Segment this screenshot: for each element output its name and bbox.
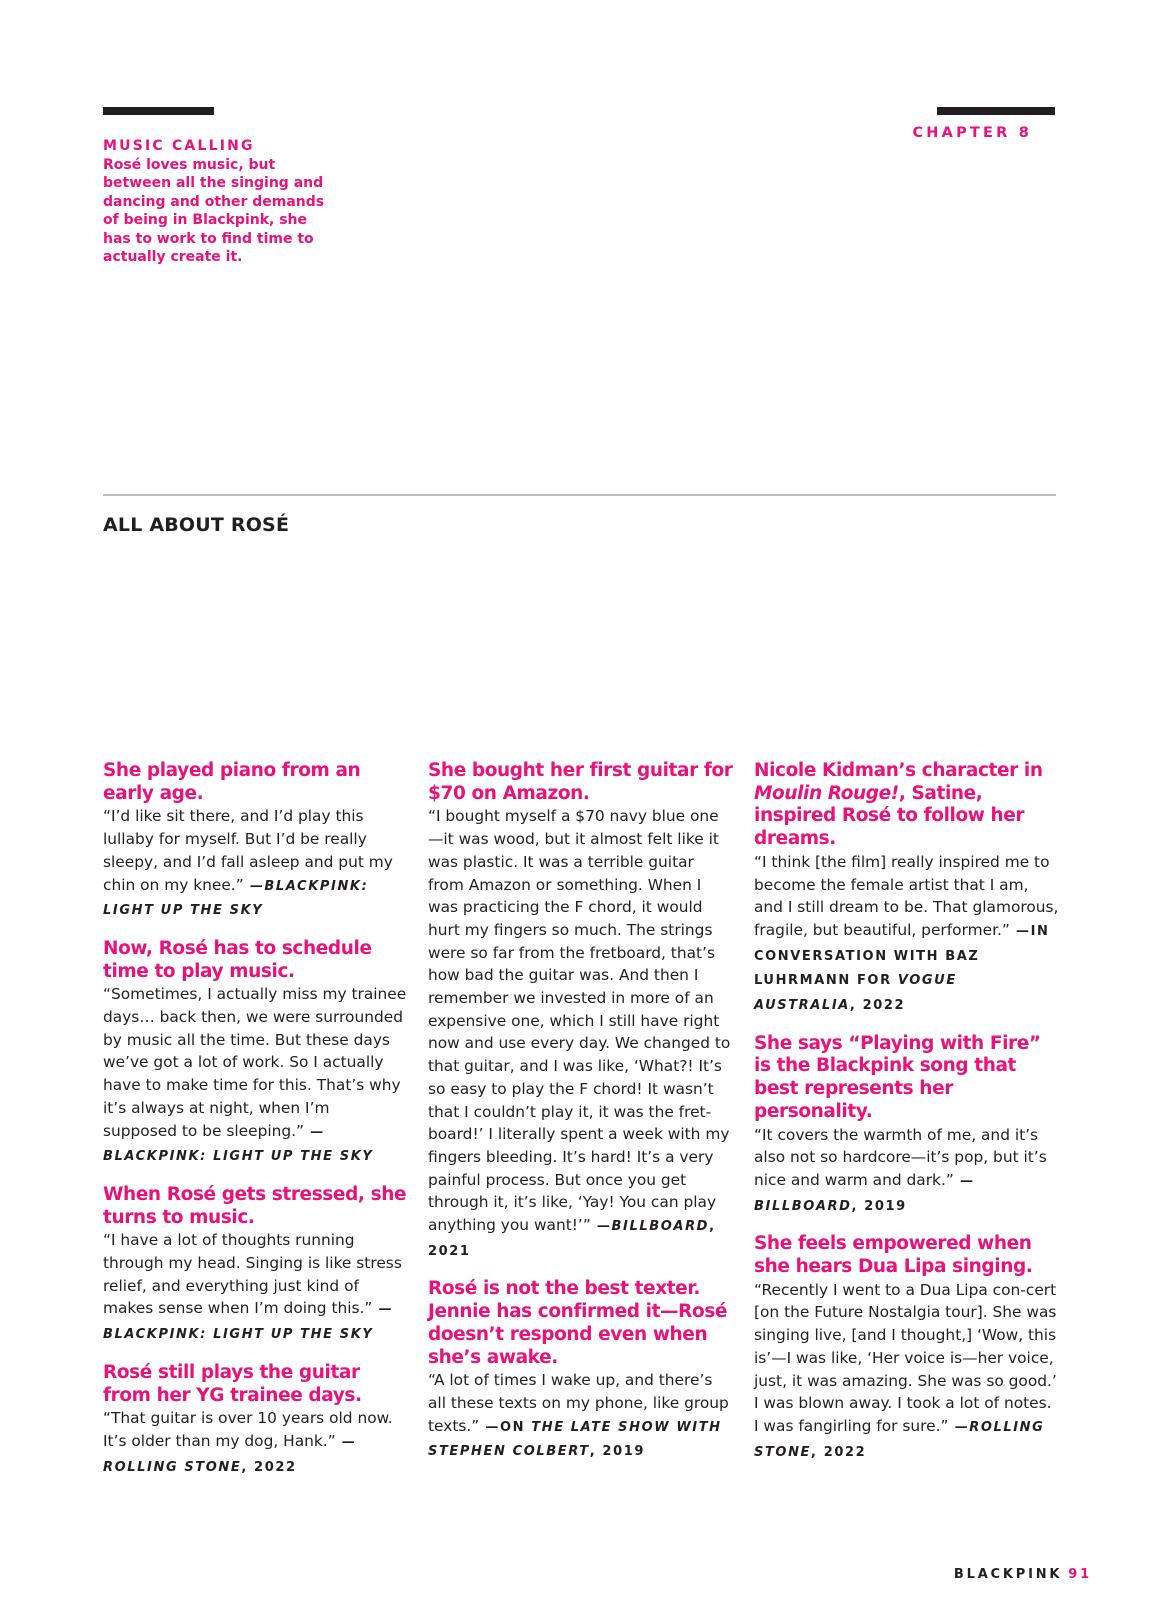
- headline-part: , Satine, inspired Rosé to follow her dreams.: [754, 782, 1025, 850]
- top-left-bar: [103, 107, 214, 115]
- section-divider: [103, 494, 1056, 496]
- column-2: [428, 760, 733, 1479]
- item-quote: [103, 983, 408, 1169]
- top-right-bar: [937, 107, 1055, 115]
- source-title: ROLLING STONE: [754, 1419, 1045, 1460]
- quote-item: [428, 760, 733, 1263]
- quote-item: [103, 938, 408, 1169]
- source-prefix: —ON: [479, 1419, 532, 1435]
- quote-item: [754, 1033, 1059, 1219]
- source-suffix: , 2022: [811, 1444, 867, 1460]
- item-headline: Rosé is not the best texter. Jennie has confirmed it—Rosé doesn’t respond even when she’s awake.: [428, 1278, 728, 1368]
- chapter-label: CHAPTER 8: [912, 125, 1032, 141]
- source-title: BLACKPINK: LIGHT UP THE SKY: [103, 1327, 374, 1343]
- source-title: VOGUE AUSTRALIA: [754, 973, 957, 1014]
- source-prefix: —: [243, 878, 265, 894]
- source-prefix: —: [590, 1219, 612, 1235]
- quote-text: “I have a lot of thoughts running through my head. Singing is like stress relief, and everything just kind of makes sense when I’m doing this.”: [103, 1231, 402, 1318]
- source-title: BILLBOARD: [611, 1219, 710, 1235]
- section-title: ALL ABOUT ROSÉ: [103, 514, 290, 536]
- item-headline: She bought her first guitar for $70 on Amazon.: [428, 760, 733, 804]
- item-quote: [103, 1407, 408, 1479]
- page-number: 91: [1068, 1567, 1092, 1582]
- source-suffix: , 2019: [851, 1198, 907, 1214]
- item-quote: [103, 805, 408, 923]
- source-suffix: , 2022: [849, 998, 906, 1014]
- quote-text: “That guitar is over 10 years old now. It’s older than my dog, Hank.”: [103, 1409, 393, 1450]
- page-footer: [954, 1567, 1092, 1582]
- item-headline: [754, 760, 1059, 851]
- source-title: BILLBOARD: [754, 1198, 852, 1214]
- source-prefix: —: [335, 1434, 357, 1450]
- quote-item: [103, 760, 408, 923]
- quote-text: “Recently I went to a Dua Lipa con-cert [on the Future Nostalgia tour]. She was singing live, [and I thought,] ‘Wow, this is’—I was like, ‘Her voice is—her voice, just, it was amazing. She was so good.’ I was blown away. I took a lot of notes. I was fangirling for sure.”: [754, 1280, 1057, 1435]
- quote-text: “I’d like sit there, and I’d play this lullaby for myself. But I’d be really sleepy, and I’d fall asleep and put my chin on my knee.”: [103, 807, 393, 894]
- quote-text: “I think [the film] really inspired me to become the female artist that I am, and I still dream to be. That glamorous, fragile, but beautiful, performer.”: [754, 852, 1059, 939]
- item-quote: [428, 805, 733, 1263]
- item-headline: When Rosé gets stressed, she turns to music.: [103, 1183, 407, 1228]
- item-quote: [428, 1369, 733, 1464]
- source-suffix: , 2022: [241, 1459, 297, 1475]
- headline-part: Nicole Kidman’s character in: [754, 760, 1043, 781]
- item-quote: [754, 1279, 1059, 1465]
- caption-title: MUSIC CALLING: [103, 138, 255, 154]
- item-quote: [754, 1124, 1059, 1219]
- item-headline: Rosé still plays the guitar from her YG trainee days.: [103, 1361, 362, 1406]
- quote-item: [754, 1233, 1059, 1464]
- source-prefix: —: [953, 1173, 975, 1189]
- column-1: [103, 760, 408, 1494]
- quote-text: “Sometimes, I actually miss my trainee days… back then, we were surrounded by music all the time. But these days we’ve got a lot of work. So I actually have to make time for this. That’s why it’s always at night, when I’m supposed to be sleeping.”: [103, 985, 407, 1140]
- source-title: ROLLING STONE: [103, 1459, 242, 1475]
- quote-item: [103, 1362, 408, 1480]
- headline-film-title: Moulin Rouge!: [754, 782, 899, 804]
- column-3: [754, 760, 1059, 1479]
- quote-text: “It covers the warmth of me, and it’s also not so hardcore—it’s pop, but it’s nice and warm and dark.”: [754, 1125, 1047, 1189]
- footer-book-title: BLACKPINK: [953, 1567, 1063, 1582]
- source-suffix: , 2021: [428, 1219, 716, 1259]
- quote-item: [428, 1278, 733, 1464]
- source-prefix: —: [372, 1302, 394, 1318]
- item-headline: She feels empowered when she hears Dua Lipa singing.: [754, 1233, 1033, 1278]
- item-headline: She played piano from an early age.: [103, 760, 361, 804]
- quote-text: “A lot of times I wake up, and there’s all these texts on my phone, like group texts.”: [428, 1371, 729, 1435]
- item-quote: [103, 1229, 408, 1347]
- source-prefix: —IN CONVERSATION WITH BAZ LUHRMANN FOR: [754, 923, 1050, 989]
- source-title: BLACKPINK: LIGHT UP THE SKY: [103, 878, 369, 919]
- quote-text: “I bought myself a $70 navy blue one—it was wood, but it almost felt like it was plastic. It was a terrible guitar from Amazon or something. When I was practicing the F chord, it would hurt my fingers so much. The strings were so far from the fretboard, that’s how bad the guitar was. And then I remember we invested in more of an expensive one, which I still have right now and use every day. We changed to that guitar, and I was like, ‘What?! It’s so easy to play the F chord! It wasn’t that I couldn’t play it, it was the fret-board!’ I literally spent a week with my fingers bleeding. It’s hard! It’s a very painful process. But once you get through it, it’s like, ‘Yay! You can play anything you want!’”: [428, 807, 731, 1235]
- source-suffix: , 2019: [589, 1444, 646, 1460]
- quote-item: [103, 1184, 408, 1347]
- quote-item: [754, 760, 1059, 1018]
- source-title: THE LATE SHOW WITH STEPHEN COLBERT: [428, 1419, 722, 1460]
- item-headline: She says “Playing with Fire” is the Blackpink song that best represents her personality.: [754, 1032, 1041, 1122]
- source-prefix: —: [948, 1419, 970, 1435]
- item-headline: Now, Rosé has to schedule time to play music.: [103, 937, 372, 982]
- source-prefix: —: [304, 1124, 325, 1140]
- source-title: BLACKPINK: LIGHT UP THE SKY: [103, 1149, 374, 1165]
- caption-text: Rosé loves music, but between all the singing and dancing and other demands of being in Blackpink, she has to work to find time to actually create it.: [103, 157, 325, 266]
- item-quote: [754, 851, 1059, 1018]
